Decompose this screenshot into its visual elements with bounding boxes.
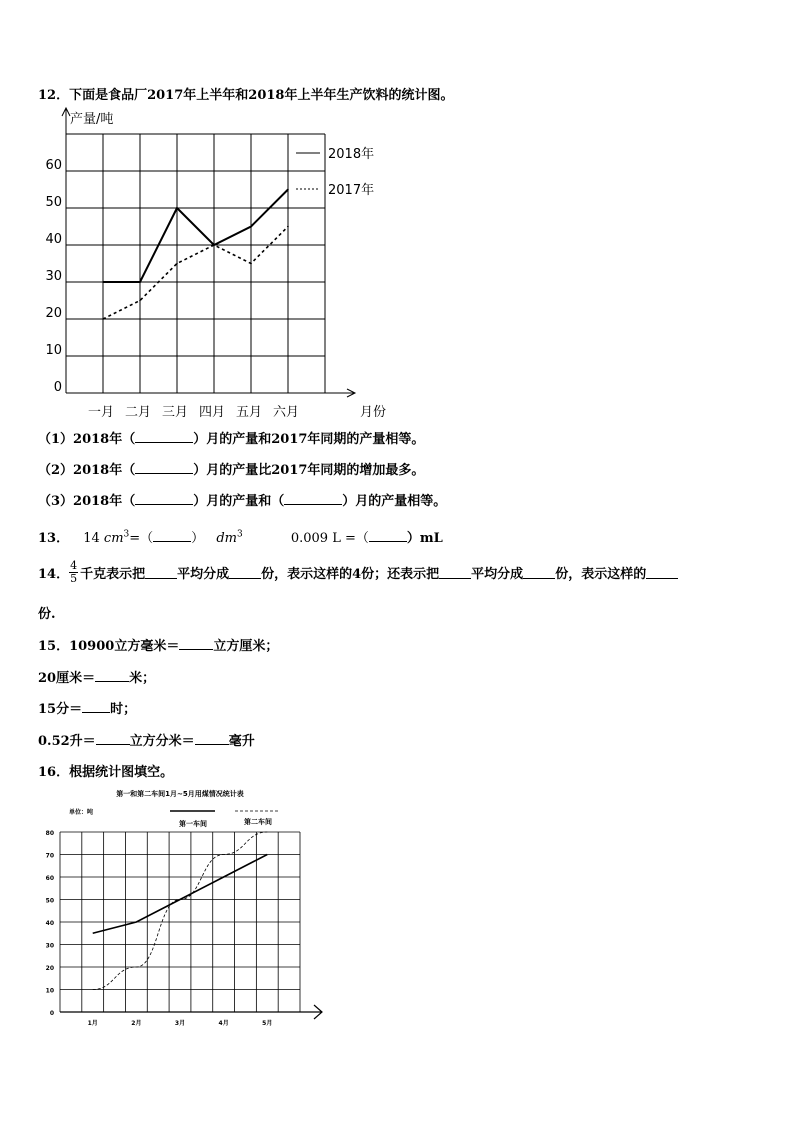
chart1-x-labels — [88, 405, 386, 420]
q15-blank4[interactable] — [96, 732, 130, 745]
q15-l2b: 米； — [129, 671, 156, 686]
q12-sub3-tail2: ）月的产量相等。 — [342, 494, 447, 509]
q15-l4a: 0.52升＝ — [38, 734, 96, 749]
q14-blank1[interactable] — [145, 566, 177, 579]
chart-coal-usage — [30, 784, 330, 1029]
chart-beverage-production — [40, 100, 387, 420]
chart2-unit-label: 单位：吨 — [69, 809, 94, 816]
y-tick-label: 80 — [45, 830, 54, 837]
chart2-title: 第一和第二车间1月~5月用煤情况统计表 — [116, 790, 244, 798]
q12-title: 下面是食品厂2017年上半年和2018年上半年生产饮料的统计图。 — [69, 88, 454, 103]
x-axis-label: 月份 — [359, 405, 387, 420]
x-tick-label: 三月 — [161, 405, 189, 420]
q14-blank3[interactable] — [439, 566, 471, 579]
x-tick-label: 六月 — [272, 405, 300, 420]
y-tick-label: 0 — [53, 380, 62, 395]
q16-number: 16． — [38, 765, 70, 780]
data-point — [176, 263, 178, 265]
x-tick-label: 4月 — [218, 1020, 229, 1027]
q12-sub1-blank[interactable] — [135, 430, 193, 443]
q14-t3: 份，表示这样的4份；还表示把 — [261, 567, 440, 582]
y-tick-label: 40 — [45, 232, 62, 247]
y-tick-label: 50 — [45, 897, 54, 905]
q12-sub3-tail: ）月的产量和（ — [193, 494, 285, 509]
y-tick-label: 30 — [45, 269, 62, 284]
x-tick-label: 五月 — [235, 405, 263, 420]
q13-exp2: 3 — [236, 529, 243, 540]
q14-blank4[interactable] — [523, 566, 555, 579]
data-point — [176, 207, 178, 209]
q15-blank1[interactable] — [179, 637, 213, 650]
q13-number: 13． — [38, 531, 70, 546]
q14-number: 14． — [38, 567, 70, 582]
data-point — [213, 244, 215, 246]
chart1-y-ticks — [45, 158, 62, 395]
q13-close1: ） — [191, 531, 205, 546]
q14-t4: 平均分成 — [471, 567, 524, 582]
q15-l3b: 时； — [110, 702, 137, 717]
q12-sub1-label: （1）2018年（ — [38, 432, 136, 447]
q12-sub2 — [38, 459, 424, 478]
q12-sub3 — [38, 490, 446, 509]
q13-blank1[interactable] — [153, 529, 191, 542]
series-line-第一车间 — [93, 855, 268, 934]
legend-label: 第一车间 — [179, 820, 207, 828]
legend-label: 第二车间 — [244, 818, 272, 826]
series-line-第二车间 — [93, 832, 268, 990]
q13-close2: ）mL — [406, 531, 443, 546]
q15-l1a: 10900立方毫米＝ — [69, 639, 180, 654]
chart1-axes — [62, 108, 355, 397]
q14-frac-num: 4 — [70, 559, 78, 572]
data-point — [102, 281, 104, 283]
legend-label: 2017年 — [328, 183, 375, 198]
q15-blank3[interactable] — [82, 700, 110, 713]
x-tick-label: 3月 — [174, 1020, 186, 1027]
data-point — [139, 281, 141, 283]
chart2-y-ticks — [46, 830, 54, 1017]
q14-blank2[interactable] — [229, 566, 261, 579]
data-point — [250, 263, 252, 265]
q13-blank2[interactable] — [369, 529, 407, 542]
q12-number: 12． — [38, 88, 70, 103]
y-tick-label: 50 — [45, 195, 62, 210]
q12-sub3-label: （3）2018年（ — [38, 494, 136, 509]
q15-line3 — [38, 698, 136, 717]
q15-line1 — [38, 635, 278, 654]
q13-unit-dm: dm — [216, 531, 237, 546]
y-tick-label: 60 — [45, 875, 54, 882]
y-tick-label: 70 — [45, 852, 54, 860]
q14-t1: 千克表示把 — [80, 567, 146, 582]
chart2-x-labels — [88, 1019, 273, 1027]
q13-exp1: 3 — [123, 529, 130, 540]
q14-line1 — [38, 560, 678, 585]
q14-line2: 份. — [38, 607, 56, 622]
data-point — [139, 300, 141, 302]
q13-part2: 0.009 L =（ — [290, 531, 369, 546]
q13-mid: =（ — [129, 531, 154, 546]
x-tick-label: 2月 — [131, 1020, 142, 1027]
q14-blank5[interactable] — [646, 566, 678, 579]
x-tick-label: 一月 — [87, 405, 115, 420]
y-tick-label: 10 — [45, 343, 62, 358]
q15-l1b: 立方厘米； — [213, 639, 279, 654]
q15-number: 15． — [38, 639, 70, 654]
y-tick-label: 30 — [45, 942, 54, 950]
data-point — [102, 318, 104, 320]
q15-blank2[interactable] — [95, 669, 129, 682]
q14-t2: 平均分成 — [177, 567, 230, 582]
q13-value: 14 — [83, 531, 100, 546]
y-tick-label: 0 — [49, 1010, 54, 1017]
data-point — [287, 226, 289, 228]
chart1-legend — [296, 146, 374, 198]
q15-l2a: 20厘米＝ — [38, 671, 96, 686]
q14-fraction — [69, 560, 78, 585]
chart1-ylabel: 产量/吨 — [70, 112, 114, 127]
q12-sub1 — [38, 428, 424, 447]
q14-t5: 份，表示这样的 — [555, 567, 647, 582]
data-point — [287, 189, 289, 191]
y-tick-label: 10 — [45, 987, 54, 995]
x-tick-label: 二月 — [124, 405, 152, 420]
legend-label: 2018年 — [328, 147, 375, 162]
y-tick-label: 60 — [45, 158, 62, 173]
q15-blank5[interactable] — [195, 732, 229, 745]
q15-line4 — [38, 730, 255, 749]
q13-unit-cm: cm — [103, 531, 124, 546]
q16-line — [38, 761, 173, 780]
q16-title: 根据统计图填空。 — [69, 765, 174, 780]
series-line-2018年 — [103, 190, 288, 283]
q13-line — [38, 527, 443, 546]
q15-line2 — [38, 667, 155, 686]
x-tick-label: 5月 — [262, 1020, 273, 1027]
y-tick-label: 20 — [45, 965, 54, 972]
q12-sub3-blank1[interactable] — [135, 492, 193, 505]
chart2-series — [93, 832, 268, 990]
q12-sub2-tail: ）月的产量比2017年同期的增加最多。 — [193, 463, 425, 478]
x-tick-label: 1月 — [87, 1020, 98, 1027]
y-tick-label: 20 — [45, 306, 62, 321]
chart1-grid — [66, 134, 325, 393]
q15-l4b: 立方分米＝ — [129, 734, 195, 749]
series-line-2017年 — [103, 227, 288, 320]
x-tick-label: 四月 — [198, 405, 226, 420]
q15-l4c: 毫升 — [228, 734, 255, 749]
q15-l3a: 15分＝ — [38, 702, 83, 717]
q12-sub2-label: （2）2018年（ — [38, 463, 136, 478]
data-point — [250, 226, 252, 228]
y-tick-label: 40 — [45, 920, 54, 927]
chart2-legend — [170, 811, 280, 828]
q12-sub3-blank2[interactable] — [284, 492, 342, 505]
chart2-grid — [60, 832, 300, 1012]
q14-frac-den: 5 — [70, 572, 78, 585]
q12-sub1-tail: ）月的产量和2017年同期的产量相等。 — [193, 432, 425, 447]
q12-sub2-blank[interactable] — [135, 461, 193, 474]
